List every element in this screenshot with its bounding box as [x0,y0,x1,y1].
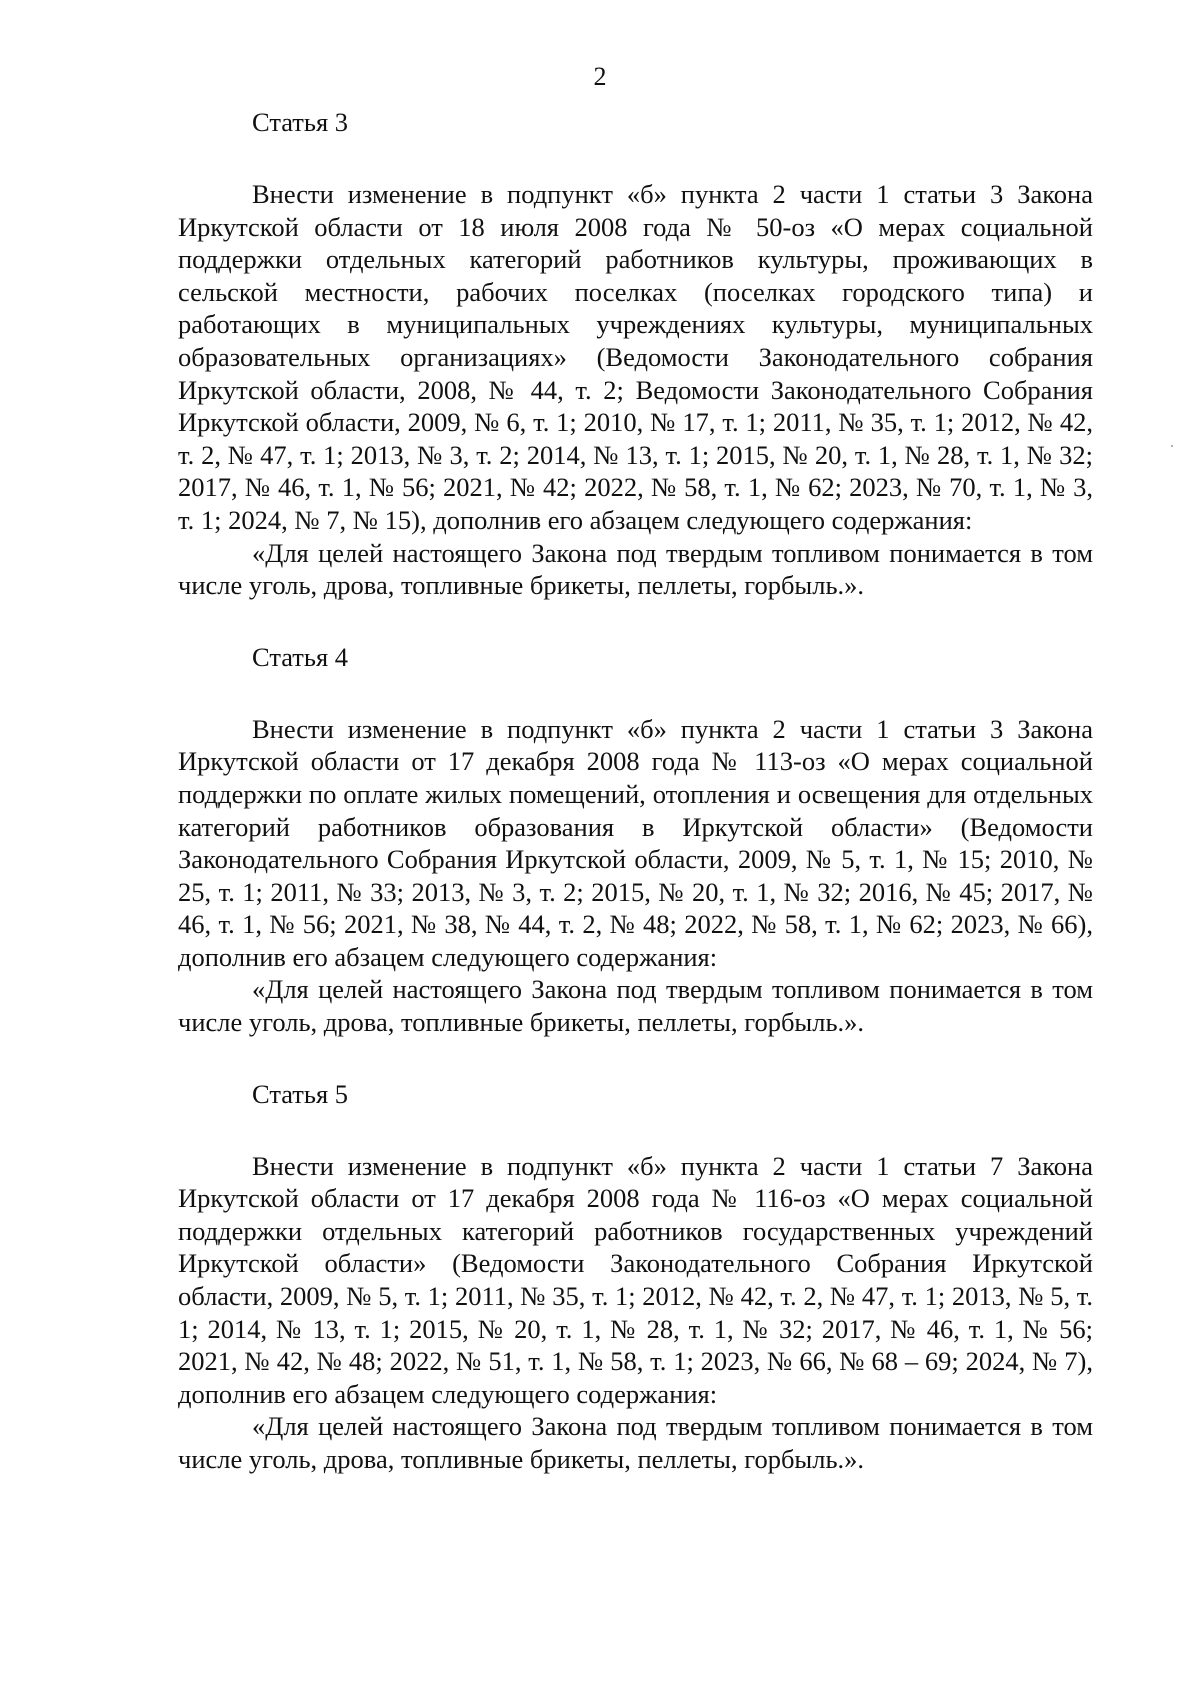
article-heading: Статья 4 [252,641,349,672]
article-quote: «Для целей настоящего Закона под твердым топливом понимается в том числе уголь, дрова, топливные брикеты, пеллеты, горбыль.». [178,1411,1093,1474]
article-quote: «Для целей настоящего Закона под твердым топливом понимается в том числе уголь, дрова, топливные брикеты, пеллеты, горбыль.». [178,974,1093,1038]
article-heading: Статья 5 [252,1078,349,1109]
document-content [178,106,1093,1476]
article-3 [178,106,1093,602]
page-number: 2 [593,62,607,91]
scan-speck [1171,445,1173,447]
article-5 [178,1078,1093,1476]
article-4 [178,641,1093,1039]
article-quote: «Для целей настоящего Закона под твердым топливом понимается в том числе уголь, дрова, топливные брикеты, пеллеты, горбыль.». [178,537,1093,601]
article-paragraph: Внести изменение в подпункт «б» пункта 2 части 1 статьи 3 Закона Иркутской области от 18 июля 2008 года № 50-оз «О мерах социальной поддержки отдельных категорий работников культуры, проживающих в сельской местности, рабочих поселках (поселках городского типа) и работающих в муниципальных учреждениях культуры, муниципальных образовательных организациях» (Ведомости Законодательного собрания Иркутской области, 2008, № 44, т. 2; Ведомости Законодательного Собрания Иркутской области, 2009, № 6, т. 1; 2010, № 17, т. 1; 2011, № 35, т. 1; 2012, № 42, т. 2, № 47, т. 1; 2013, № 3, т. 2; 2014, № 13, т. 1; 2015, № 20, т. 1, № 28, т. 1, № 32; 2017, № 46, т. 1, № 56; 2021, № 42; 2022, № 58, т. 1, № 62; 2023, № 70, т. 1, № 3, т. 1; 2024, № 7, № 15), дополнив его абзацем следующего содержания: [178,179,1093,535]
article-text [178,713,1093,974]
article-text [178,178,1093,537]
article-heading: Статья 3 [252,107,349,137]
article-paragraph: Внести изменение в подпункт «б» пункта 2 части 1 статьи 7 Закона Иркутской области от 17 декабря 2008 года № 116-оз «О мерах социальной поддержки отдельных категорий работников государственных учреждений Иркутской области» (Ведомости Законодательного Собрания Иркутской области, 2009, № 5, т. 1; 2011, № 35, т. 1; 2012, № 42, т. 2, № 47, т. 1; 2013, № 5, т. 1; 2014, № 13, т. 1; 2015, № 20, т. 1, № 28, т. 1, № 32; 2017, № 46, т. 1, № 56; 2021, № 42, № 48; 2022, № 51, т. 1, № 58, т. 1; 2023, № 66, № 68 – 69; 2024, № 7), дополнив его абзацем следующего содержания: [178,1150,1093,1409]
article-paragraph: Внести изменение в подпункт «б» пункта 2 части 1 статьи 3 Закона Иркутской области от 17 декабря 2008 года № 113-оз «О мерах социальной поддержки по оплате жилых помещений, отопления и освещения для отдельных категорий работников образования в Иркутской области» (Ведомости Законодательного Собрания Иркутской области, 2009, № 5, т. 1, № 15; 2010, № 25, т. 1; 2011, № 33; 2013, № 3, т. 2; 2015, № 20, т. 1, № 32; 2016, № 45; 2017, № 46, т. 1, № 56; 2021, № 38, № 44, т. 2, № 48; 2022, № 58, т. 1, № 62; 2023, № 66), дополнив его абзацем следующего содержания: [178,713,1093,972]
article-text [178,1150,1093,1411]
